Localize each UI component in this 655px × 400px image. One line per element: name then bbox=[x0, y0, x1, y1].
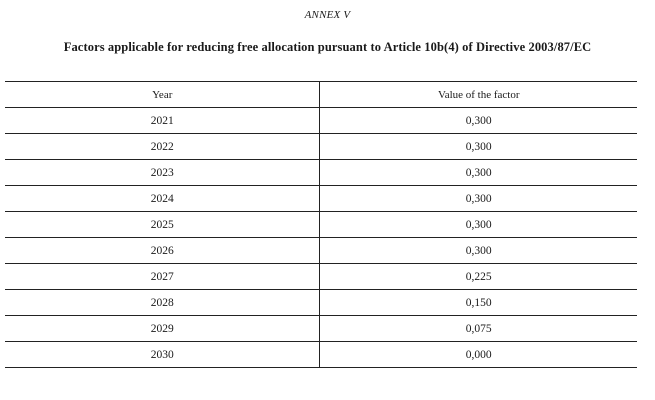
year-cell: 2028 bbox=[5, 290, 320, 316]
year-cell: 2030 bbox=[5, 342, 320, 368]
year-cell: 2024 bbox=[5, 186, 320, 212]
factor-table bbox=[5, 81, 637, 368]
factor-value-cell: 0,225 bbox=[320, 264, 637, 290]
table-body bbox=[5, 108, 637, 368]
annex-label: ANNEX V bbox=[304, 9, 351, 21]
table-row bbox=[5, 160, 637, 186]
factor-value-cell: 0,300 bbox=[320, 160, 637, 186]
year-column-header: Year bbox=[5, 82, 320, 108]
year-cell: 2022 bbox=[5, 134, 320, 160]
year-cell: 2023 bbox=[5, 160, 320, 186]
table-row bbox=[5, 264, 637, 290]
table-row bbox=[5, 134, 637, 160]
year-cell: 2027 bbox=[5, 264, 320, 290]
year-cell: 2025 bbox=[5, 212, 320, 238]
header-row bbox=[5, 82, 637, 108]
factor-value-cell: 0,300 bbox=[320, 186, 637, 212]
year-cell: 2026 bbox=[5, 238, 320, 264]
table-row bbox=[5, 238, 637, 264]
factor-value-cell: 0,000 bbox=[320, 342, 637, 368]
table-header bbox=[5, 82, 637, 108]
table-row bbox=[5, 108, 637, 134]
year-cell: 2021 bbox=[5, 108, 320, 134]
factor-value-cell: 0,300 bbox=[320, 212, 637, 238]
document-title: Factors applicable for reducing free allocation pursuant to Article 10b(4) of Directive 2003/87/EC bbox=[63, 40, 592, 54]
factor-value-cell: 0,300 bbox=[320, 108, 637, 134]
table-row bbox=[5, 342, 637, 368]
factor-value-cell: 0,150 bbox=[320, 290, 637, 316]
factor-value-cell: 0,300 bbox=[320, 238, 637, 264]
table-row bbox=[5, 186, 637, 212]
factor-value-cell: 0,300 bbox=[320, 134, 637, 160]
table-row bbox=[5, 212, 637, 238]
table-row bbox=[5, 290, 637, 316]
value-column-header: Value of the factor bbox=[320, 82, 637, 108]
year-cell: 2029 bbox=[5, 316, 320, 342]
table-row bbox=[5, 316, 637, 342]
factor-value-cell: 0,075 bbox=[320, 316, 637, 342]
